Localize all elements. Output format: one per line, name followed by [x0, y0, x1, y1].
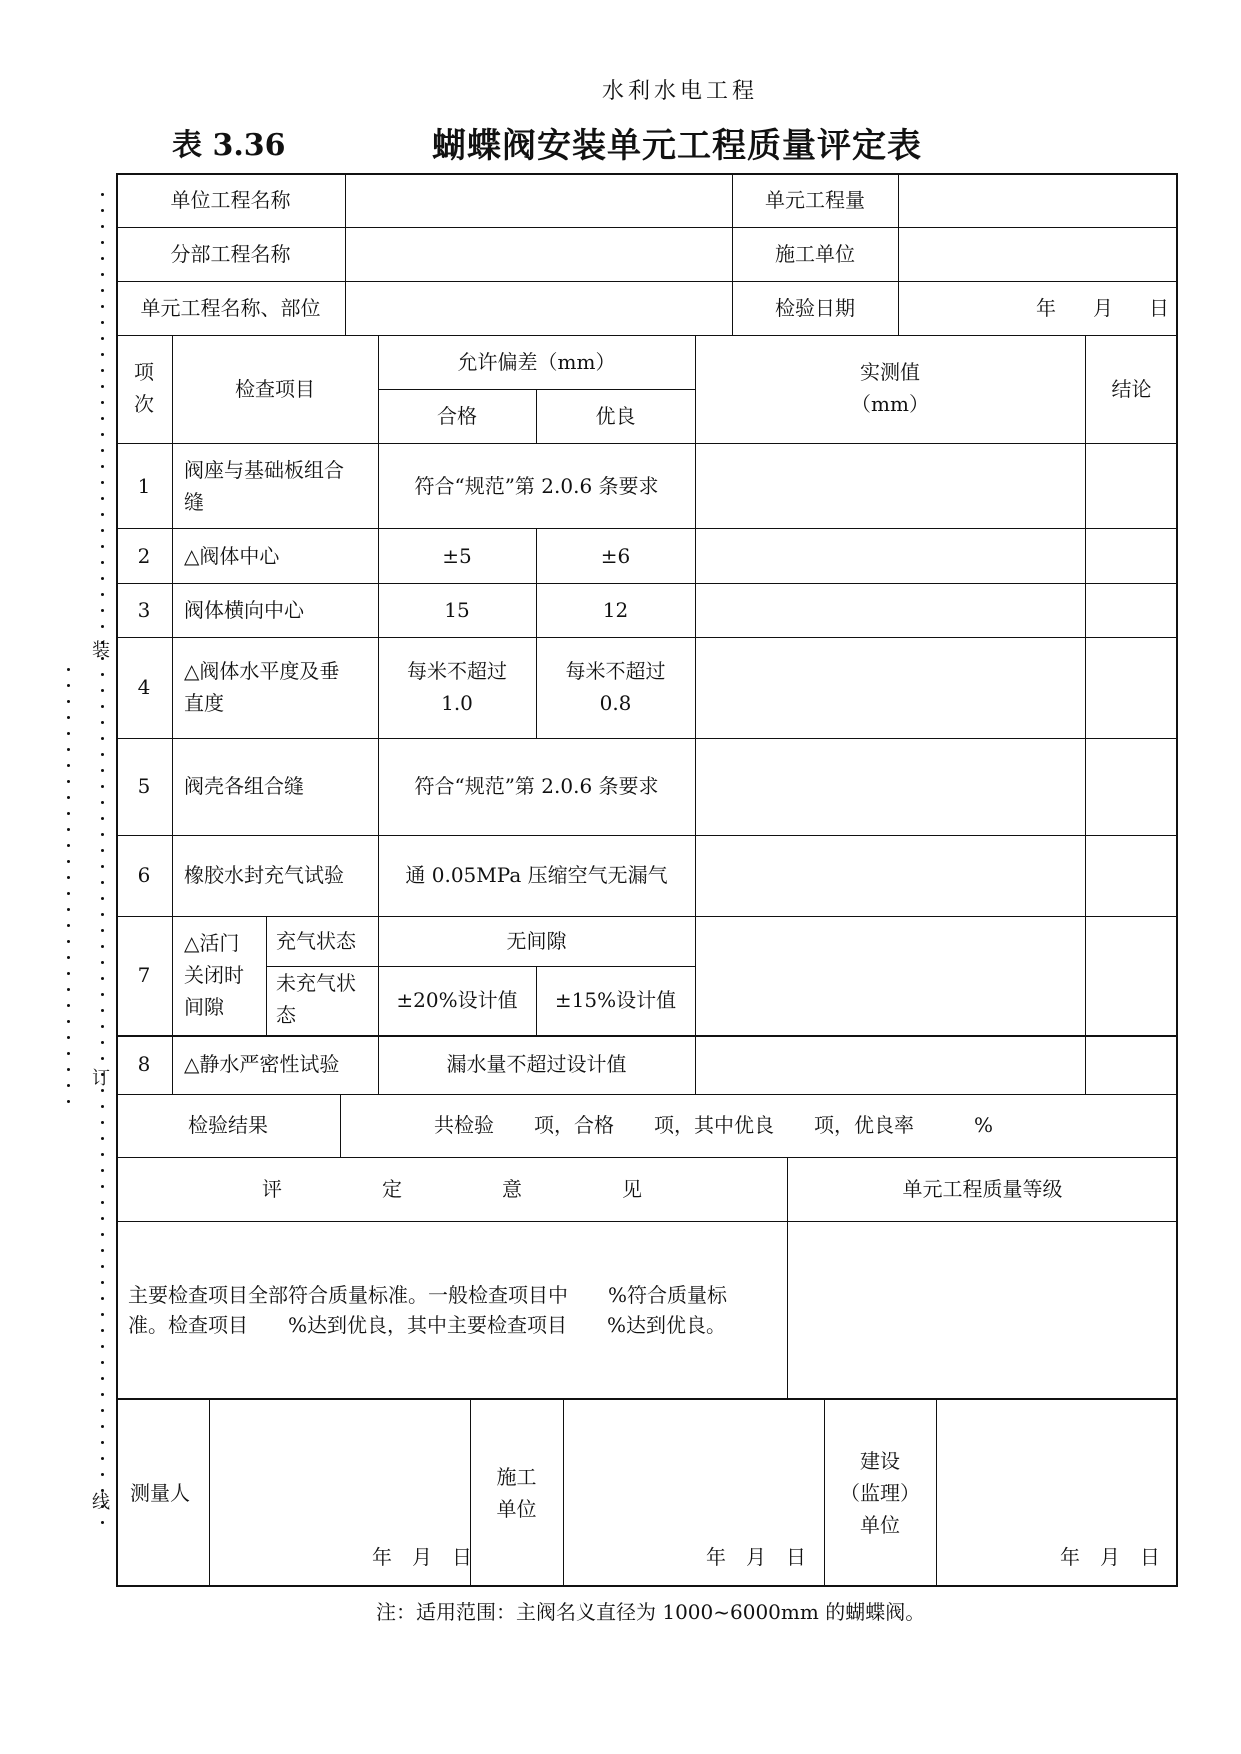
- binding-mark-zhuang: 装: [92, 640, 110, 661]
- col-conclusion: 结论: [1111, 377, 1152, 401]
- row-number: 5: [137, 774, 151, 798]
- row-item-cont: 关闭时: [184, 963, 244, 987]
- assessment-char-3: 意: [502, 1177, 522, 1201]
- construction-unit-sign-label-2: 单位: [496, 1497, 537, 1521]
- row-excellent: 12: [602, 598, 629, 622]
- footnote: 注：适用范围：主阀名义直径为 1000~6000mm 的蝴蝶阀。: [376, 1600, 926, 1624]
- row-item: 阀壳各组合缝: [184, 774, 304, 798]
- assessment-char-4: 见: [622, 1177, 642, 1201]
- row-item: △活门: [184, 931, 240, 955]
- row-number: 3: [137, 598, 151, 622]
- row-item-cont: 间隙: [184, 995, 224, 1019]
- binding-dots-outer: [101, 193, 105, 1537]
- row-number: 6: [137, 863, 151, 887]
- owner-unit-label-1: 建设: [860, 1449, 900, 1473]
- construction-unit-date: 年 月 日: [706, 1545, 806, 1569]
- row-sub-item: 充气状态: [276, 929, 356, 953]
- col-check-item: 检查项目: [235, 377, 315, 401]
- row-qualified: ±5: [442, 544, 472, 568]
- binding-mark-ding: 订: [92, 1068, 110, 1089]
- row-sub-item: 未充气状: [276, 971, 356, 995]
- inspection-date-day: 日: [1149, 296, 1169, 320]
- row-qualified: 每米不超过: [407, 659, 507, 683]
- document-title: 蝴蝶阀安装单元工程质量评定表: [432, 126, 922, 166]
- row-excellent: ±15%设计值: [554, 988, 677, 1012]
- construction-unit-label: 施工单位: [775, 242, 855, 266]
- row-qualified: ±20%设计值: [396, 988, 518, 1012]
- row-number: 4: [137, 675, 151, 699]
- surveyor-date: 年 月 日: [372, 1545, 472, 1569]
- row-item: △静水严密性试验: [184, 1052, 340, 1076]
- division-project-name-label: 分部工程名称: [170, 242, 291, 266]
- row-requirement: 漏水量不超过设计值: [446, 1052, 627, 1076]
- row-item: △阀体中心: [184, 544, 280, 568]
- row-item-cont: 缝: [184, 490, 204, 514]
- row-number: 2: [137, 544, 151, 568]
- inspection-result-text: 共检验 项，合格 项，其中优良 项，优良率 %: [434, 1113, 994, 1137]
- inspection-date-month: 月: [1093, 296, 1113, 320]
- assessment-text-line-1: 主要检查项目全部符合质量标准。一般检查项目中 %符合质量标: [128, 1283, 728, 1307]
- row-requirement: 通 0.05MPa 压缩空气无漏气: [405, 863, 668, 887]
- assessment-text-line-2: 准。检查项目 %达到优良，其中主要检查项目 %达到优良。: [128, 1313, 727, 1337]
- row-requirement: 符合“规范”第 2.0.6 条要求: [414, 774, 659, 798]
- col-measured-2: （mm）: [851, 392, 929, 416]
- unit-project-quantity-label: 单元工程量: [765, 188, 865, 212]
- row-item-cont: 直度: [184, 691, 224, 715]
- assessment-char-1: 评: [262, 1177, 282, 1201]
- unit-project-name-label: 单位工程名称: [170, 188, 291, 212]
- owner-unit-date: 年 月 日: [1060, 1545, 1160, 1569]
- quality-grade-label: 单元工程质量等级: [902, 1177, 1063, 1201]
- row-item: 阀座与基础板组合: [184, 458, 344, 482]
- row-excellent: ±6: [600, 544, 631, 568]
- surveyor-label: 测量人: [130, 1481, 190, 1505]
- col-excellent: 优良: [595, 404, 636, 428]
- row-qualified: 15: [444, 598, 470, 622]
- row-item: △阀体水平度及垂: [184, 659, 340, 683]
- row-excellent-value: 0.8: [599, 691, 632, 715]
- row-number: 7: [137, 963, 151, 987]
- binding-mark-xian: 线: [92, 1492, 110, 1513]
- assessment-char-2: 定: [382, 1177, 402, 1201]
- element-name-location-label: 单元工程名称、部位: [140, 296, 321, 320]
- col-measured-1: 实测值: [860, 360, 920, 384]
- row-qualified-value: 1.0: [441, 691, 473, 715]
- row-excellent: 每米不超过: [565, 659, 666, 683]
- row-number: 8: [137, 1052, 151, 1076]
- col-item-no-2: 次: [134, 392, 154, 416]
- row-item: 阀体横向中心: [184, 598, 304, 622]
- table-number: 表 3.36: [172, 128, 286, 163]
- row-requirement: 符合“规范”第 2.0.6 条要求: [414, 474, 659, 498]
- col-item-no-1: 项: [134, 360, 154, 384]
- col-qualified: 合格: [437, 404, 477, 428]
- inspection-date-label: 检验日期: [775, 296, 855, 320]
- construction-unit-sign-label: 施工: [496, 1465, 537, 1489]
- inspection-date-year: 年: [1036, 296, 1056, 320]
- col-tolerance: 允许偏差（mm）: [457, 350, 616, 374]
- binding-dots-inner: [67, 668, 71, 1116]
- document-subtitle: 水利水电工程: [601, 79, 758, 104]
- row-sub-item-cont: 态: [276, 1003, 296, 1027]
- row-number: 1: [137, 474, 151, 498]
- inspection-result-label: 检验结果: [188, 1113, 268, 1137]
- owner-unit-label-3: 单位: [860, 1513, 900, 1537]
- owner-unit-label-2: （监理）: [840, 1481, 920, 1505]
- row-sub-requirement: 无间隙: [506, 929, 567, 953]
- row-item: 橡胶水封充气试验: [184, 863, 344, 887]
